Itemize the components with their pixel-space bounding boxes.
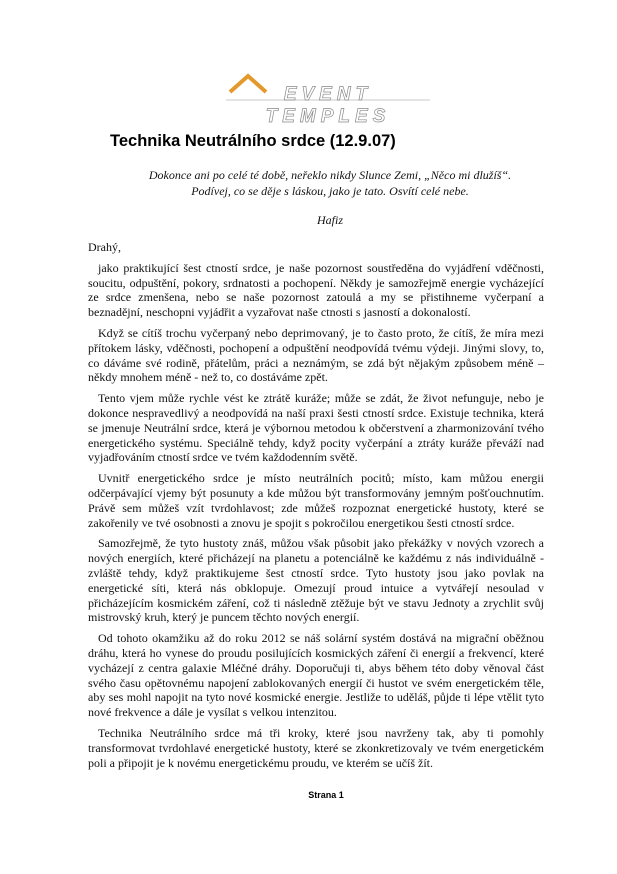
document-title: Technika Neutrálního srdce (12.9.07) (110, 132, 396, 150)
paragraph-1: jako praktikující šest ctností srdce, je naše pozornost soustředěna do vyjádření vděčnosti, soucitu, odpuštění, pokory, srdnatosti a pochopení. Někdy je samozřejmě energie vycházející ze srdce zmenšena, nebo se naše pozornost zatoulá a my se přistihneme vyčerpaní a beznadějní, neschopni vyjádřit a vyzařovat naše ctnosti s jasností a dokonalostí. (88, 260, 544, 320)
paragraph-4: Uvnitř energetického srdce je místo neutrálních pocitů; místo, kam můžou energii odčerpávající vjemy být posunuty a kde můžou být transformovány jemným pošťouchnutím. Právě sem můžeš vzít tvrdohlavost; zde můžeš rozpoznat energetické hustoty, které se zakořenily ve tvé osobnosti a znovu je spojit s pokročilou energetikou šesti ctností srdce. (88, 471, 544, 530)
page-number: Strana 1 (308, 790, 344, 800)
epigraph-quote (130, 167, 530, 199)
event-temples-logo (218, 70, 438, 127)
paragraph-6: Od tohoto okamžiku až do roku 2012 se náš solární systém dostává na migrační oběžnou dráhu, která ho vynese do proudu posilujících kosmických záření či energií a frekvencí, které vycházejí z centra galaxie Mléčné dráhy. Doporučuji ti, abys během této doby věnoval část svého času opětovnému napojení zablokovaných energií či hustot ve svém energetickém těle, aby ses mohl napojit na tyto nové kosmické energie. Jestliže to uděláš, půjde ti lépe vtělit tyto nové frekvence a dále je vysílat s velkou intenzitou. (88, 631, 544, 720)
paragraph-7: Technika Neutrálního srdce má tři kroky, které jsou navrženy tak, aby ti pomohly transformovat tvrdohlavé energetické hustoty, které se zkonkretizovaly ve tvém energetickém poli a připojit je k novému energetickému proudu, ve kterém se učíš žít. (88, 725, 544, 770)
quote-author: Hafiz (316, 213, 343, 227)
paragraph-3: Tento vjem může rychle vést ke ztrátě kuráže; může se zdát, že život nefunguje, nebo je dokonce nespravedlivý a neodpovídá na naší praxi šesti ctností srdce. Existuje technika, která se jmenuje Neutrální srdce, která je výbornou metodou k občerstvení a zharmonizování tvého energetického systému. Speciálně tehdy, když pocity vyčerpání a ztráty kuráže převáží nad vyjadřováním ctností srdce ve tvém každodenním světě. (88, 391, 544, 465)
letter-body (88, 240, 544, 776)
paragraph-5: Samozřejmě, že tyto hustoty znáš, můžou však působit jako překážky v nových vzorech a nových energiích, které přicházejí na planetu a potenciálně ke každému z nás individuálně - zvláště tehdy, když praktikujeme šest ctností srdce. Tyto hustoty jsou jako povlak na energetické síti, která nás obklopuje. Omezují proud intuice a vytvářejí nesoulad v přicházejícím kosmickém záření, což ti následně ztěžuje být ve stavu Jednoty a zrychlit svůj mistrovský kruh, který je puncem těchto nových energií. (88, 536, 544, 625)
paragraph-2: Když se cítíš trochu vyčerpaný nebo deprimovaný, je to často proto, že cítíš, že míra mezi přítokem lásky, vděčnosti, pochopení a odpuštění neodpovídá tvému výdeji. Jinými slovy, to, co dáváme své rodině, přátelům, práci a neznámým, se zdá být nějakým způsobem méně – někdy mnohem méně - než to, co dostáváme zpět. (88, 325, 544, 385)
quote-line-2: Podívej, co se děje s láskou, jako je tato. Osvítí celé nebe. (191, 184, 469, 198)
salutation: Drahý, (88, 240, 121, 254)
quote-line-1: Dokonce ani po celé té době, neřeklo nikdy Slunce Zemi, „Něco mi dlužíš“. (148, 168, 512, 182)
logo-text: EVENT TEMPLES (265, 84, 391, 127)
